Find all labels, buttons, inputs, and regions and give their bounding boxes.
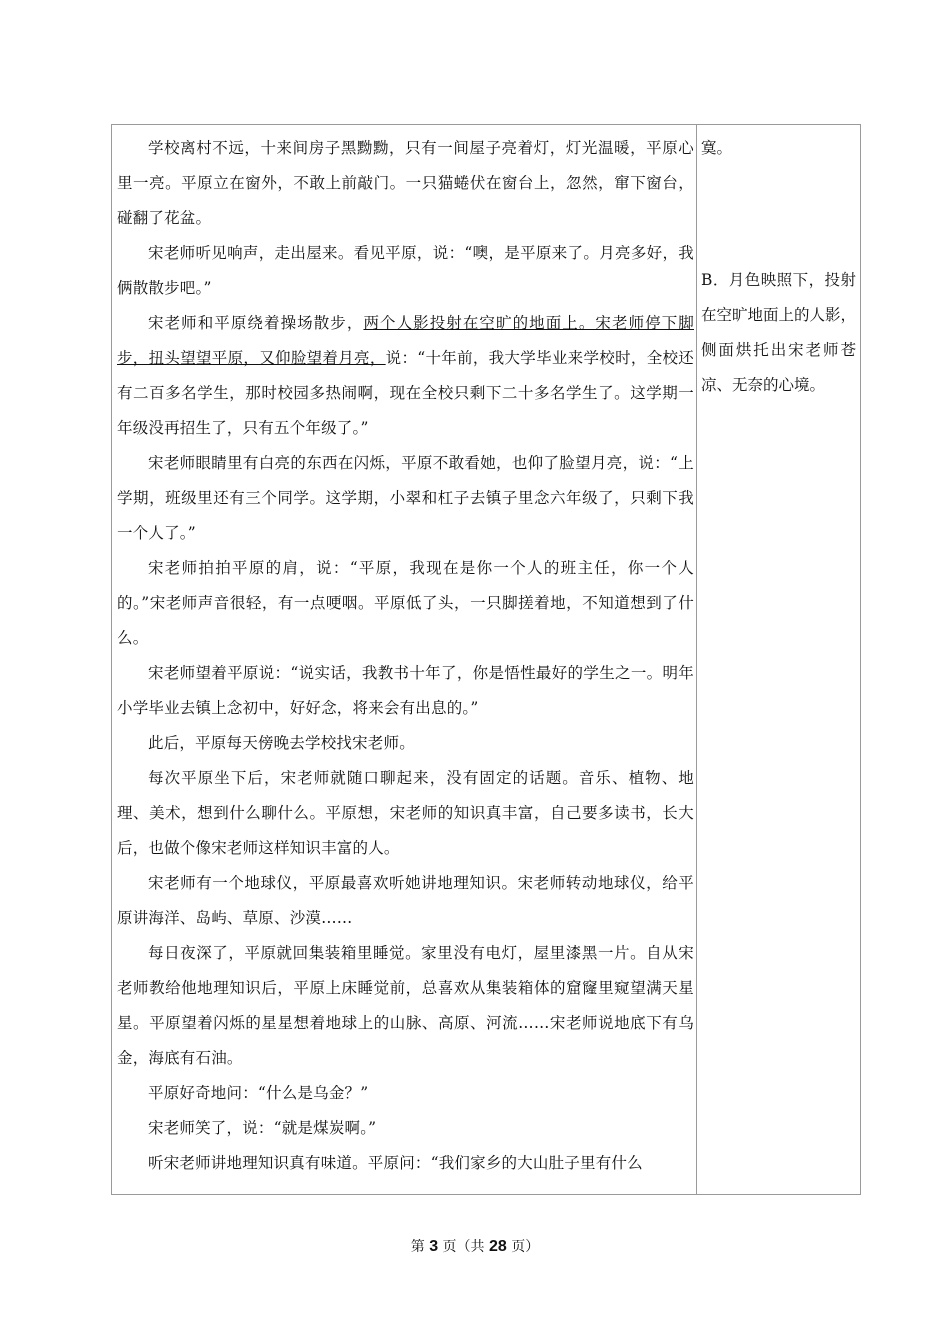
paragraph-4: 宋老师眼睛里有白亮的东西在闪烁，平原不敢看她，也仰了脸望月亮，说：“上学期，班级里还有三个同学。这学期，小翠和杠子去镇子里念六年级了，只剩下我一个人了。” [117,454,694,542]
paragraph-8: 每次平原坐下后，宋老师就随口聊起来，没有固定的话题。音乐、植物、地理、美术，想到什么聊什么。平原想，宋老师的知识真丰富，自己要多读书，长大后，也做个像宋老师这样知识丰富的人。 [117,769,694,857]
annotation-tail: 寞。 [701,139,733,157]
paragraph-11: 平原好奇地问：“什么是乌金？” [148,1084,369,1102]
footer-middle: 页（共 [438,1239,489,1255]
paragraph-1: 学校离村不远，十来间房子黑黝黝，只有一间屋子亮着灯，灯光温暖，平原心里一亮。平原立在窗外，不敢上前敲门。一只猫蜷伏在窗台上，忽然，窜下窗台，碰翻了花盆。 [117,139,694,227]
footer-prefix: 第 [410,1239,430,1255]
paragraph-12: 宋老师笑了，说：“就是煤炭啊。” [148,1119,377,1137]
annotation-note-b: B．月色映照下，投射在空旷地面上的人影，侧面烘托出宋老师苍凉、无奈的心境。 [701,271,857,394]
footer-suffix: 页） [506,1239,540,1255]
paragraph-5: 宋老师拍拍平原的肩，说：“平原，我现在是你一个人的班主任，你一个人的。”宋老师声音很轻，有一点哽咽。平原低了头，一只脚搓着地，不知道想到了什么。 [117,559,694,647]
footer-page-number: 3 [429,1238,439,1255]
underlined-sentence: 两个人影投射在空旷的地面上。宋老师停下脚步，扭头望望平原，又仰脸望着月亮， [117,314,694,367]
paragraph-2: 宋老师听见响声，走出屋来。看见平原，说：“噢，是平原来了。月亮多好，我俩散散步吧。” [117,244,694,297]
passage-column [112,125,697,1194]
paragraph-3 [117,306,694,446]
paragraph-10: 每日夜深了，平原就回集装箱里睡觉。家里没有电灯，屋里漆黑一片。自从宋老师教给他地理知识后，平原上床睡觉前，总喜欢从集装箱体的窟窿里窥望满天星星。平原望着闪烁的星星想着地球上的山脉、高原、河流……宋老师说地底下有乌金，海底有石油。 [117,944,694,1067]
paragraph-13: 听宋老师讲地理知识真有味道。平原问：“我们家乡的大山肚子里有什么 [148,1154,643,1172]
paragraph-7: 此后，平原每天傍晚去学校找宋老师。 [148,734,415,752]
paragraph-3-rest: 说：“十年前，我大学毕业来学校时，全校还有二百多名学生，那时校园多热闹啊，现在全校只剩下二十多名学生了。这学期一年级没再招生了，只有五个年级了。” [117,349,694,437]
footer-total-pages: 28 [489,1238,507,1255]
paragraph-3-lead: 宋老师和平原绕着操场散步， [148,314,364,332]
paragraph-9: 宋老师有一个地球仪，平原最喜欢听她讲地理知识。宋老师转动地球仪，给平原讲海洋、岛屿、草原、沙漠…… [117,874,694,927]
annotation-column [697,125,860,1194]
paragraph-6: 宋老师望着平原说：“说实话，我教书十年了，你是悟性最好的学生之一。明年小学毕业去镇上念初中，好好念，将来会有出息的。” [117,664,694,717]
passage-table [111,124,861,1195]
page-footer [0,1236,950,1256]
